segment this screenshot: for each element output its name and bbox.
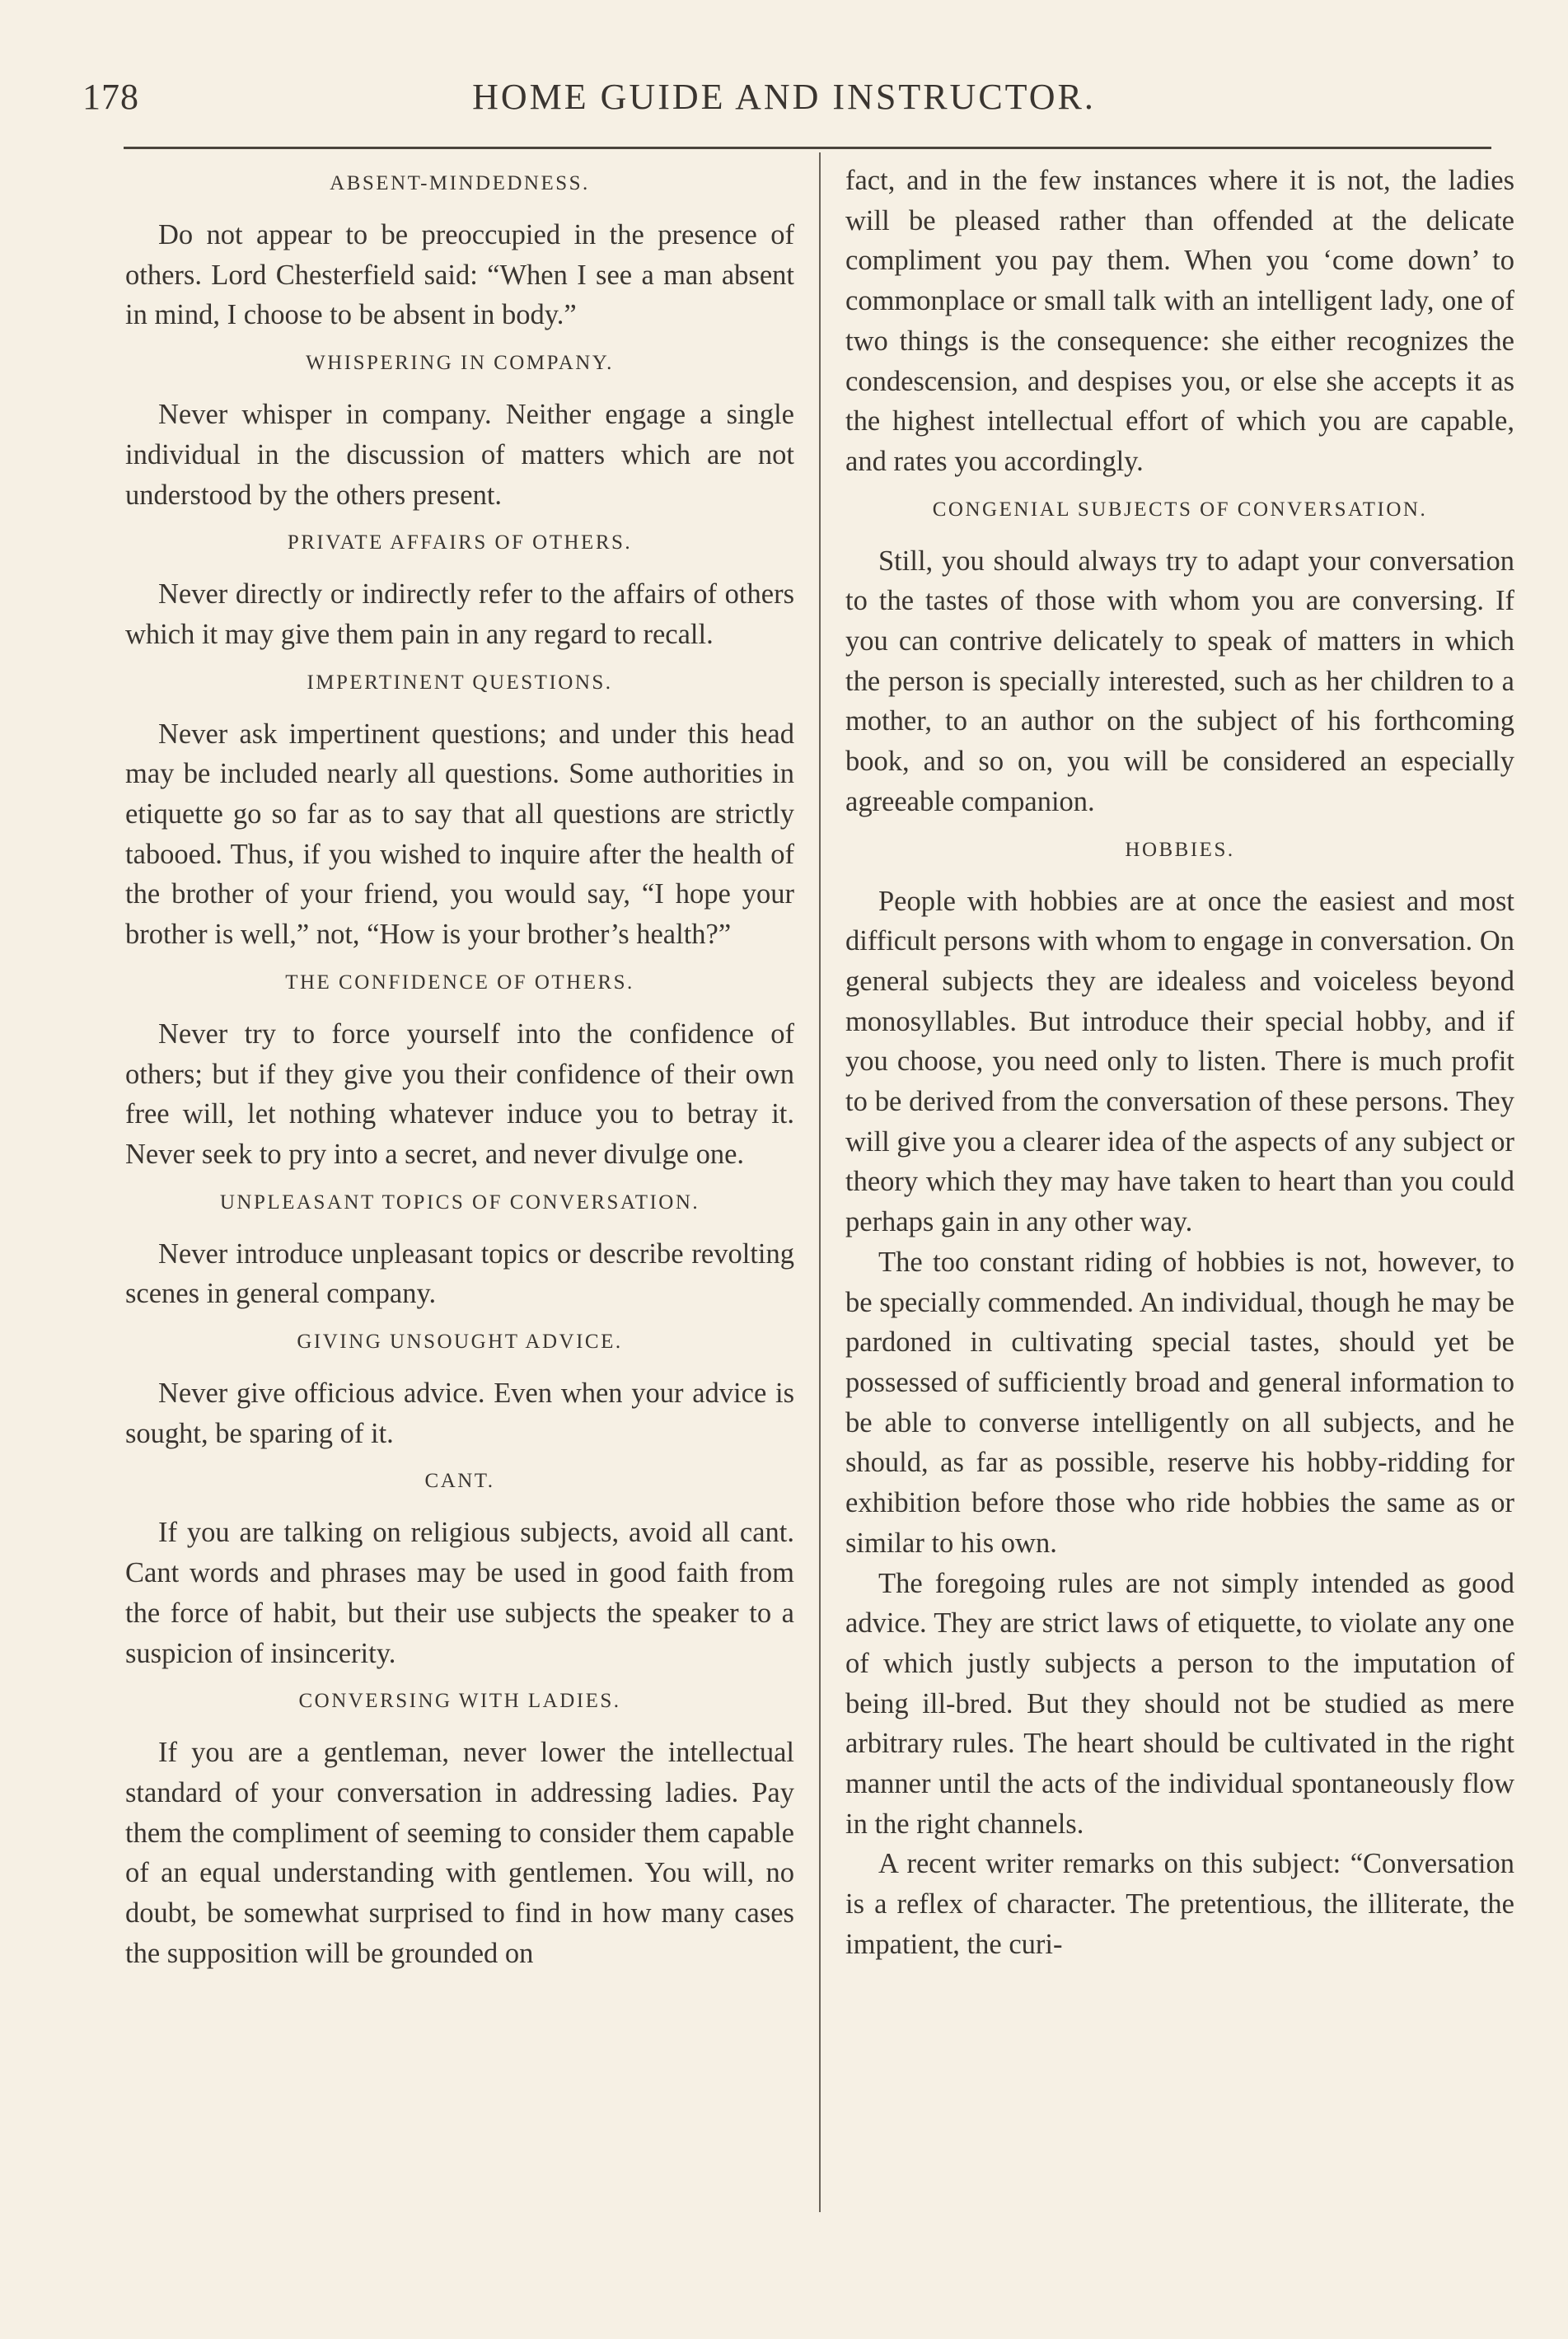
section-heading-confidence: THE CONFIDENCE OF OTHERS. xyxy=(285,971,634,994)
paragraph-private-affairs: Never directly or indirectly refer to the affairs of others which it may give them pain in any regard to recall. xyxy=(125,578,794,650)
paragraph-cant: If you are talking on religious subjects, avoid all cant. Cant words and phrases may be used in good faith from the force of habit, but their use subjects the speaker to a suspicion of insincerity. xyxy=(125,1517,794,1669)
section-heading-impertinent-questions: IMPERTINENT QUESTIONS. xyxy=(307,671,613,694)
section-heading-congenial-subjects: CONGENIAL SUBJECTS OF CONVERSATION. xyxy=(932,498,1428,521)
paragraph-congenial-subjects: Still, you should always try to adapt your conversation to the tastes of those with whom you are conversing. If you can contrive delicately to speak of matters in which the person is specially interested, such as her children to a mother, to an author on the subject of his forthcoming book, and so on, you will be considered an especially agreeable companion. xyxy=(845,545,1514,817)
section-heading-private-affairs: PRIVATE AFFAIRS OF OTHERS. xyxy=(287,531,633,554)
section-heading-unsought-advice: GIVING UNSOUGHT ADVICE. xyxy=(297,1331,623,1354)
paragraph-impertinent-questions: Never ask impertinent questions; and under this head may be included nearly all questions. Some authorities in etiquette go so far as to say that all questions are strictly tabooed. Thus, if you wished to inquire after the health of the brother of your friend, you would say, “I hope your brother is well,” not, “How is your brother’s health?” xyxy=(125,718,794,951)
section-heading-unpleasant-topics: UNPLEASANT TOPICS OF CONVERSATION. xyxy=(219,1191,700,1214)
section-heading-whispering: WHISPERING IN COMPANY. xyxy=(306,352,614,375)
section-heading-cant: CANT. xyxy=(424,1470,495,1493)
paragraph-unpleasant-topics: Never introduce unpleasant topics or describe revolting scenes in general company. xyxy=(125,1237,794,1310)
paragraph-confidence: Never try to force yourself into the confidence of others; but if they give you their confidence of their own free will, let nothing whatever induce you to betray it. Never seek to pry into a secret, and never divulge one. xyxy=(125,1017,794,1170)
paragraph-whispering: Never whisper in company. Neither engage a single individual in the discussion of matters which are not understood by the others present. xyxy=(125,399,794,511)
column-divider xyxy=(819,152,821,2212)
page-number: 178 xyxy=(82,77,139,117)
paragraph-foregoing-rules: The foregoing rules are not simply intended as good advice. They are strict laws of etiquette, to violate any one of which justly subjects a person to the imputation of being ill-bred. But they should not be studied as mere arbitrary rules. The heart should be cultivated in the right manner until the acts of the individual spontaneously flow in the right channels. xyxy=(845,1567,1514,1840)
paragraph-hobbies-2: The too constant riding of hobbies is not, however, to be specially commended. An individual, though he may be pardoned in cultivating special tastes, should yet be possessed of sufficiently broad and general information to be able to converse intelligently on all subjects, and he should, as far as possible, reserve his hobby-ridding for exhibition before those who ride hobbies the same as or similar to his own. xyxy=(845,1246,1514,1559)
section-heading-absent-mindedness: ABSENT-MINDEDNESS. xyxy=(330,172,590,194)
right-column xyxy=(845,161,1514,1965)
header-rule xyxy=(124,147,1491,149)
paragraph-unsought-advice: Never give officious advice. Even when your advice is sought, be sparing of it. xyxy=(125,1378,794,1449)
paragraph-hobbies-1: People with hobbies are at once the easiest and most difficult persons with whom to engage in conversation. On general subjects they are idealess and voiceless beyond monosyllables. But introduce their special hobby, and if you choose, you need only to listen. There is much profit to be derived from the conversation of these persons. They will give you a clearer idea of the aspects of any subject or theory which they may have taken to heart than you could perhaps gain in any other way. xyxy=(845,885,1514,1238)
section-heading-hobbies: HOBBIES. xyxy=(1125,838,1235,861)
running-head: HOME GUIDE AND INSTRUCTOR. xyxy=(472,77,1096,117)
paragraph-recent-writer: A recent writer remarks on this subject: “Conversation is a reflex of character. The pretentious, the illiterate, the impatient, the curi- xyxy=(845,1848,1514,1960)
section-heading-conversing-with-ladies: CONVERSING WITH LADIES. xyxy=(298,1690,621,1713)
paragraph-absent-mindedness: Do not appear to be preoccupied in the presence of others. Lord Chesterfield said: “When I see a man absent in mind, I choose to be absent in body.” xyxy=(125,219,794,331)
paragraph-ladies-continued: fact, and in the few instances where it is not, the ladies will be pleased rather than offended at the delicate compliment you pay them. When you ‘come down’ to commonplace or small talk with an intelligent lady, one of two things is the consequence: she either recognizes the condescension, and despises you, or else she accepts it as the highest intellectual effort of which you are capable, and rates you accordingly. xyxy=(845,165,1514,477)
paragraph-conversing-with-ladies: If you are a gentleman, never lower the intellectual standard of your conversation in addressing ladies. Pay them the compliment of seeming to consider them capable of an equal understanding with gentlemen. You will, no doubt, be somewhat surprised to find in how many cases the supposition will be grounded on xyxy=(125,1737,794,1969)
left-column xyxy=(125,161,794,1974)
